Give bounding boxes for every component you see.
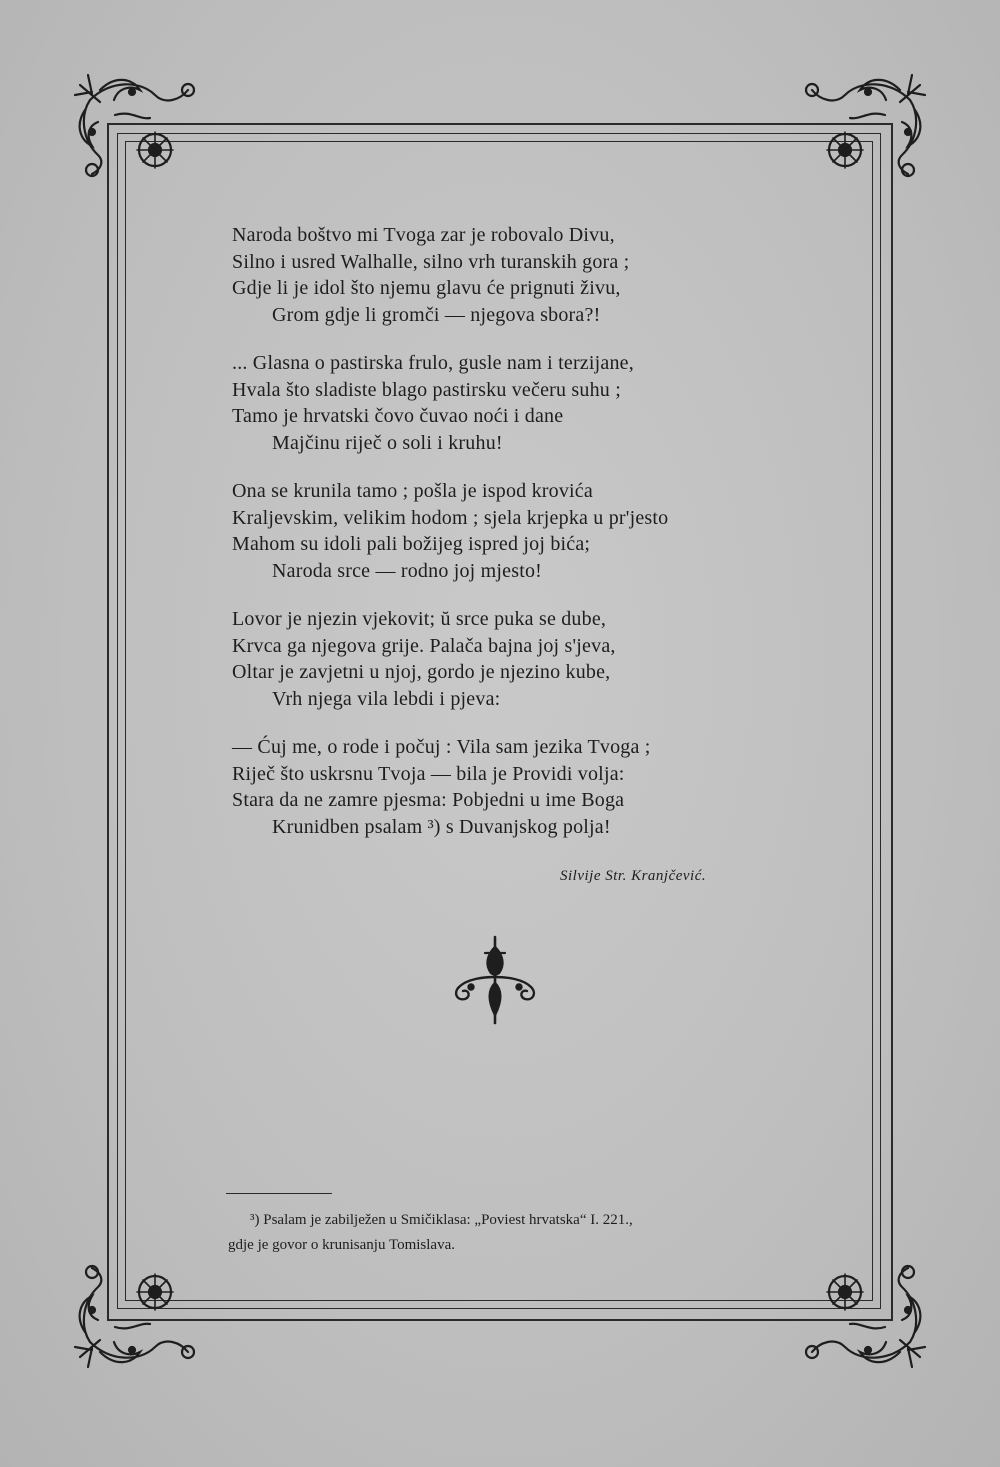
footnote [228, 1208, 788, 1258]
footnote-line: gdje je govor o krunisanju Tomislava. [228, 1237, 455, 1253]
poem-line: Vrh njega vila lebdi i pjeva: [272, 687, 501, 710]
poem-line: Naroda srce — rodno joj mjesto! [272, 559, 543, 582]
poem-line: Silno i usred Walhalle, silno vrh turanskih gora ; [232, 250, 630, 273]
corner-ornament-top-left-icon [70, 70, 200, 180]
corner-ornament-top-right-icon [800, 70, 930, 180]
poem-line: Krunidben psalam ³) s Duvanjskog polja! [272, 815, 611, 838]
stanza-5 [232, 734, 772, 840]
poem-line: Grom gdje li gromči — njegova sbora?! [272, 303, 601, 326]
poem-line: Mahom su idoli pali božijeg ispred joj bića; [232, 533, 591, 555]
poem-line: Oltar je zavjetni u njoj, gordo je njezino kube, [232, 661, 611, 683]
poem-line: Lovor je njezin vjekovit; ŭ srce puka se dube, [232, 608, 607, 630]
poem-line: Krvca ga njegova grije. Palača bajna joj s'jeva, [232, 634, 616, 657]
stanza-3 [232, 478, 772, 584]
poem [232, 222, 772, 862]
corner-ornament-bottom-right-icon [800, 1262, 930, 1372]
cross-fleuron-ornament-icon [445, 935, 545, 1027]
poem-line: Naroda boštvo mi Tvoga zar je robovalo Divu, [232, 224, 615, 246]
poem-line: Hvala što sladiste blago pastirsku večeru suhu ; [232, 378, 621, 401]
stanza-4 [232, 606, 772, 712]
poem-line: ... Glasna o pastirska frulo, gusle nam i terzijane, [232, 352, 634, 374]
poem-line: Tamo je hrvatski čovo čuvao noći i dane [232, 405, 564, 427]
stanza-2 [232, 350, 772, 456]
poem-line: Majčinu riječ o soli i kruhu! [272, 431, 503, 454]
poem-line: Ona se krunila tamo ; pošla je ispod krovića [232, 480, 593, 502]
poem-line: Riječ što uskrsnu Tvoja — bila je Providi volja: [232, 762, 625, 785]
footnote-divider [226, 1193, 332, 1194]
footnote-line: ³) Psalam je zabilježen u Smičiklasa: „Poviest hrvatska“ I. 221., [250, 1212, 633, 1228]
poem-line: Gdje li je idol što njemu glavu će prignuti živu, [232, 277, 621, 299]
stanza-1 [232, 222, 772, 328]
poem-line: — Ćuj me, o rode i počuj : Vila sam jezika Tvoga ; [232, 736, 651, 758]
author-signature: Silvije Str. Kranjčević. [560, 868, 707, 884]
corner-ornament-bottom-left-icon [70, 1262, 200, 1372]
poem-line: Kraljevskim, velikim hodom ; sjela krjepka u pr'jesto [232, 506, 669, 529]
poem-line: Stara da ne zamre pjesma: Pobjedni u ime Boga [232, 789, 625, 811]
